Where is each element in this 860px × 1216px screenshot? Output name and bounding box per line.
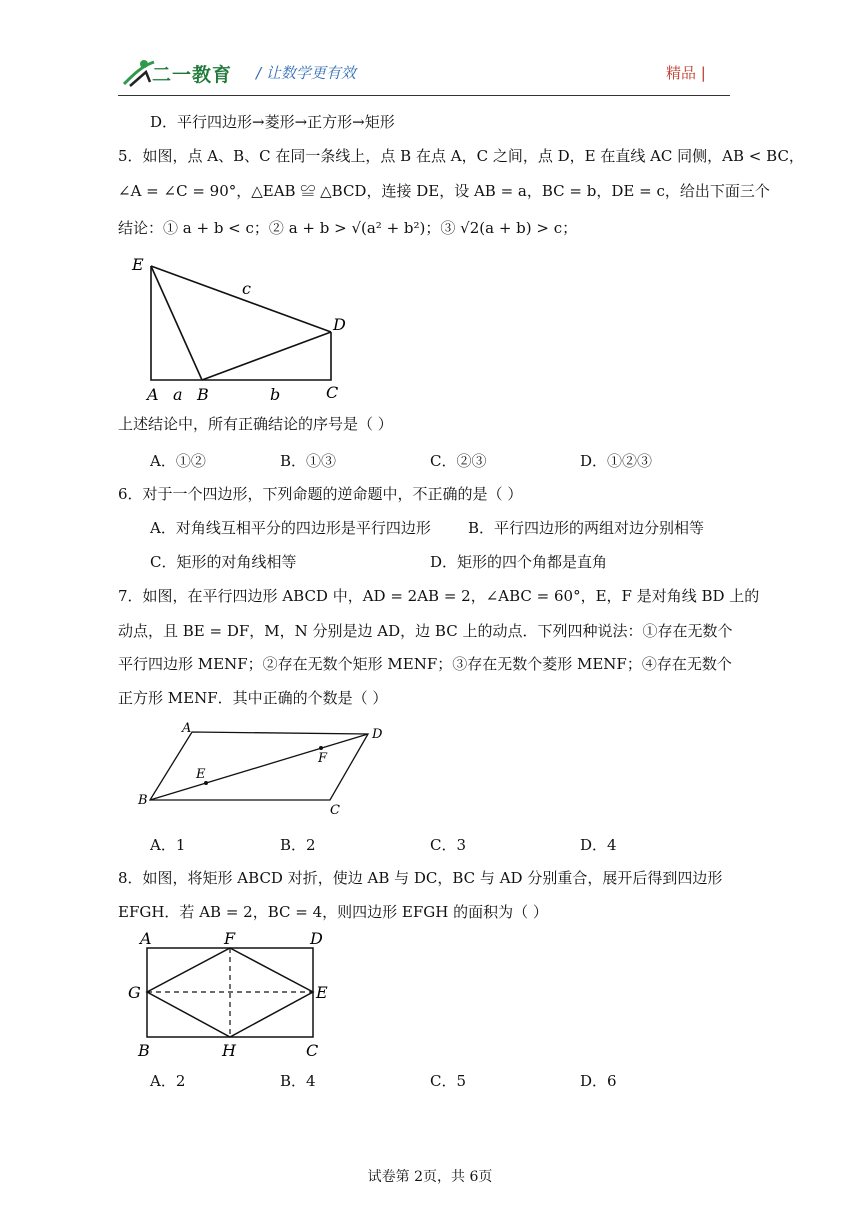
q8-label-e: E [316,983,328,1002]
q7-stem-line4: 正方形 MENF．其中正确的个数是（ ） [118,689,388,707]
q5-label-b: B [197,385,209,404]
q8-label-h: H [222,1041,236,1060]
header-divider [118,95,730,96]
logo-text: 二一教育 [152,64,233,86]
q7-figure [130,718,400,818]
q8-figure [126,926,346,1064]
q8-option-d: D．6 [580,1072,617,1090]
q8-label-d: D [310,929,323,948]
q6-option-c: C．矩形的对角线相等 [150,553,297,571]
q6-option-a: A．对角线互相平分的四边形是平行四边形 [150,519,431,537]
q5-label-b-side: b [270,385,281,404]
q7-option-a: A．1 [150,836,186,854]
q8-option-b: B．4 [280,1072,316,1090]
q5-option-c: C．②③ [430,452,487,470]
q7-option-b: B．2 [280,836,316,854]
q5-label-a: A [147,385,159,404]
q8-label-b: B [138,1041,150,1060]
q7-option-c: C．3 [430,836,467,854]
q5-label-e: E [132,255,144,274]
q4-option-d: D．平行四边形→菱形→正方形→矩形 [150,113,395,131]
q7-label-b: B [138,793,148,808]
q5-stem-line2: ∠A = ∠C = 90°，△EAB ≌ △BCD，连接 DE，设 AB = a，BC = b，DE = c，给出下面三个 [118,182,770,200]
header-slogan: / 让数学更有效 [256,64,356,82]
q8-label-g: G [128,983,141,1002]
q8-label-a: A [140,929,152,948]
q8-label-f: F [224,929,236,948]
q5-option-d: D．①②③ [580,452,653,470]
q5-stem-line3: 结论：① a + b < c；② a + b > √(a² + b²)；③ √2(a + b) > c； [118,219,578,237]
q5-label-d: D [333,315,346,334]
page-footer: 试卷第 2页，共 6页 [367,1169,493,1185]
q5-option-b: B．①③ [280,452,337,470]
q5-label-a-side: a [173,385,183,404]
q7-stem-line3: 平行四边形 MENF；②存在无数个矩形 MENF；③存在无数个菱形 MENF；④存在无数个 [118,655,732,673]
q5-figure [120,250,360,410]
q5-option-a: A．①② [150,452,206,470]
q5-label-c: C [326,383,339,402]
q7-label-e: E [196,767,206,782]
q5-label-c-side: c [242,279,251,298]
q5-question: 上述结论中，所有正确结论的序号是（ ） [118,415,393,433]
q6-stem: 6．对于一个四边形，下列命题的逆命题中，不正确的是（ ） [118,485,523,503]
q8-stem-line1: 8．如图，将矩形 ABCD 对折，使边 AB 与 DC，BC 与 AD 分别重合，展开后得到四边形 [118,869,723,887]
header-badge: 精品 | [666,64,706,82]
q8-stem-line2: EFGH．若 AB = 2，BC = 4，则四边形 EFGH 的面积为（ ） [118,903,548,921]
q8-option-c: C．5 [430,1072,467,1090]
q5-stem-line1: 5．如图，点 A、B、C 在同一条线上，点 B 在点 A，C 之间，点 D，E 在直线 AC 同侧，AB < BC， [118,147,804,165]
q7-option-d: D．4 [580,836,617,854]
q7-label-c: C [330,803,340,818]
q6-option-d: D．矩形的四个角都是直角 [430,553,608,571]
q7-label-f: F [318,751,328,766]
q7-stem-line2: 动点，且 BE = DF，M，N 分别是边 AD，边 BC 上的动点．下列四种说法：①存在无数个 [118,622,733,640]
q8-option-a: A．2 [150,1072,186,1090]
q7-stem-line1: 7．如图，在平行四边形 ABCD 中，AD = 2AB = 2，∠ABC = 60°，E，F 是对角线 BD 上的 [118,587,760,605]
q6-option-b: B．平行四边形的两组对边分别相等 [468,519,705,537]
q8-label-c: C [306,1041,319,1060]
q7-label-d: D [372,727,383,742]
q7-label-a: A [182,721,192,736]
